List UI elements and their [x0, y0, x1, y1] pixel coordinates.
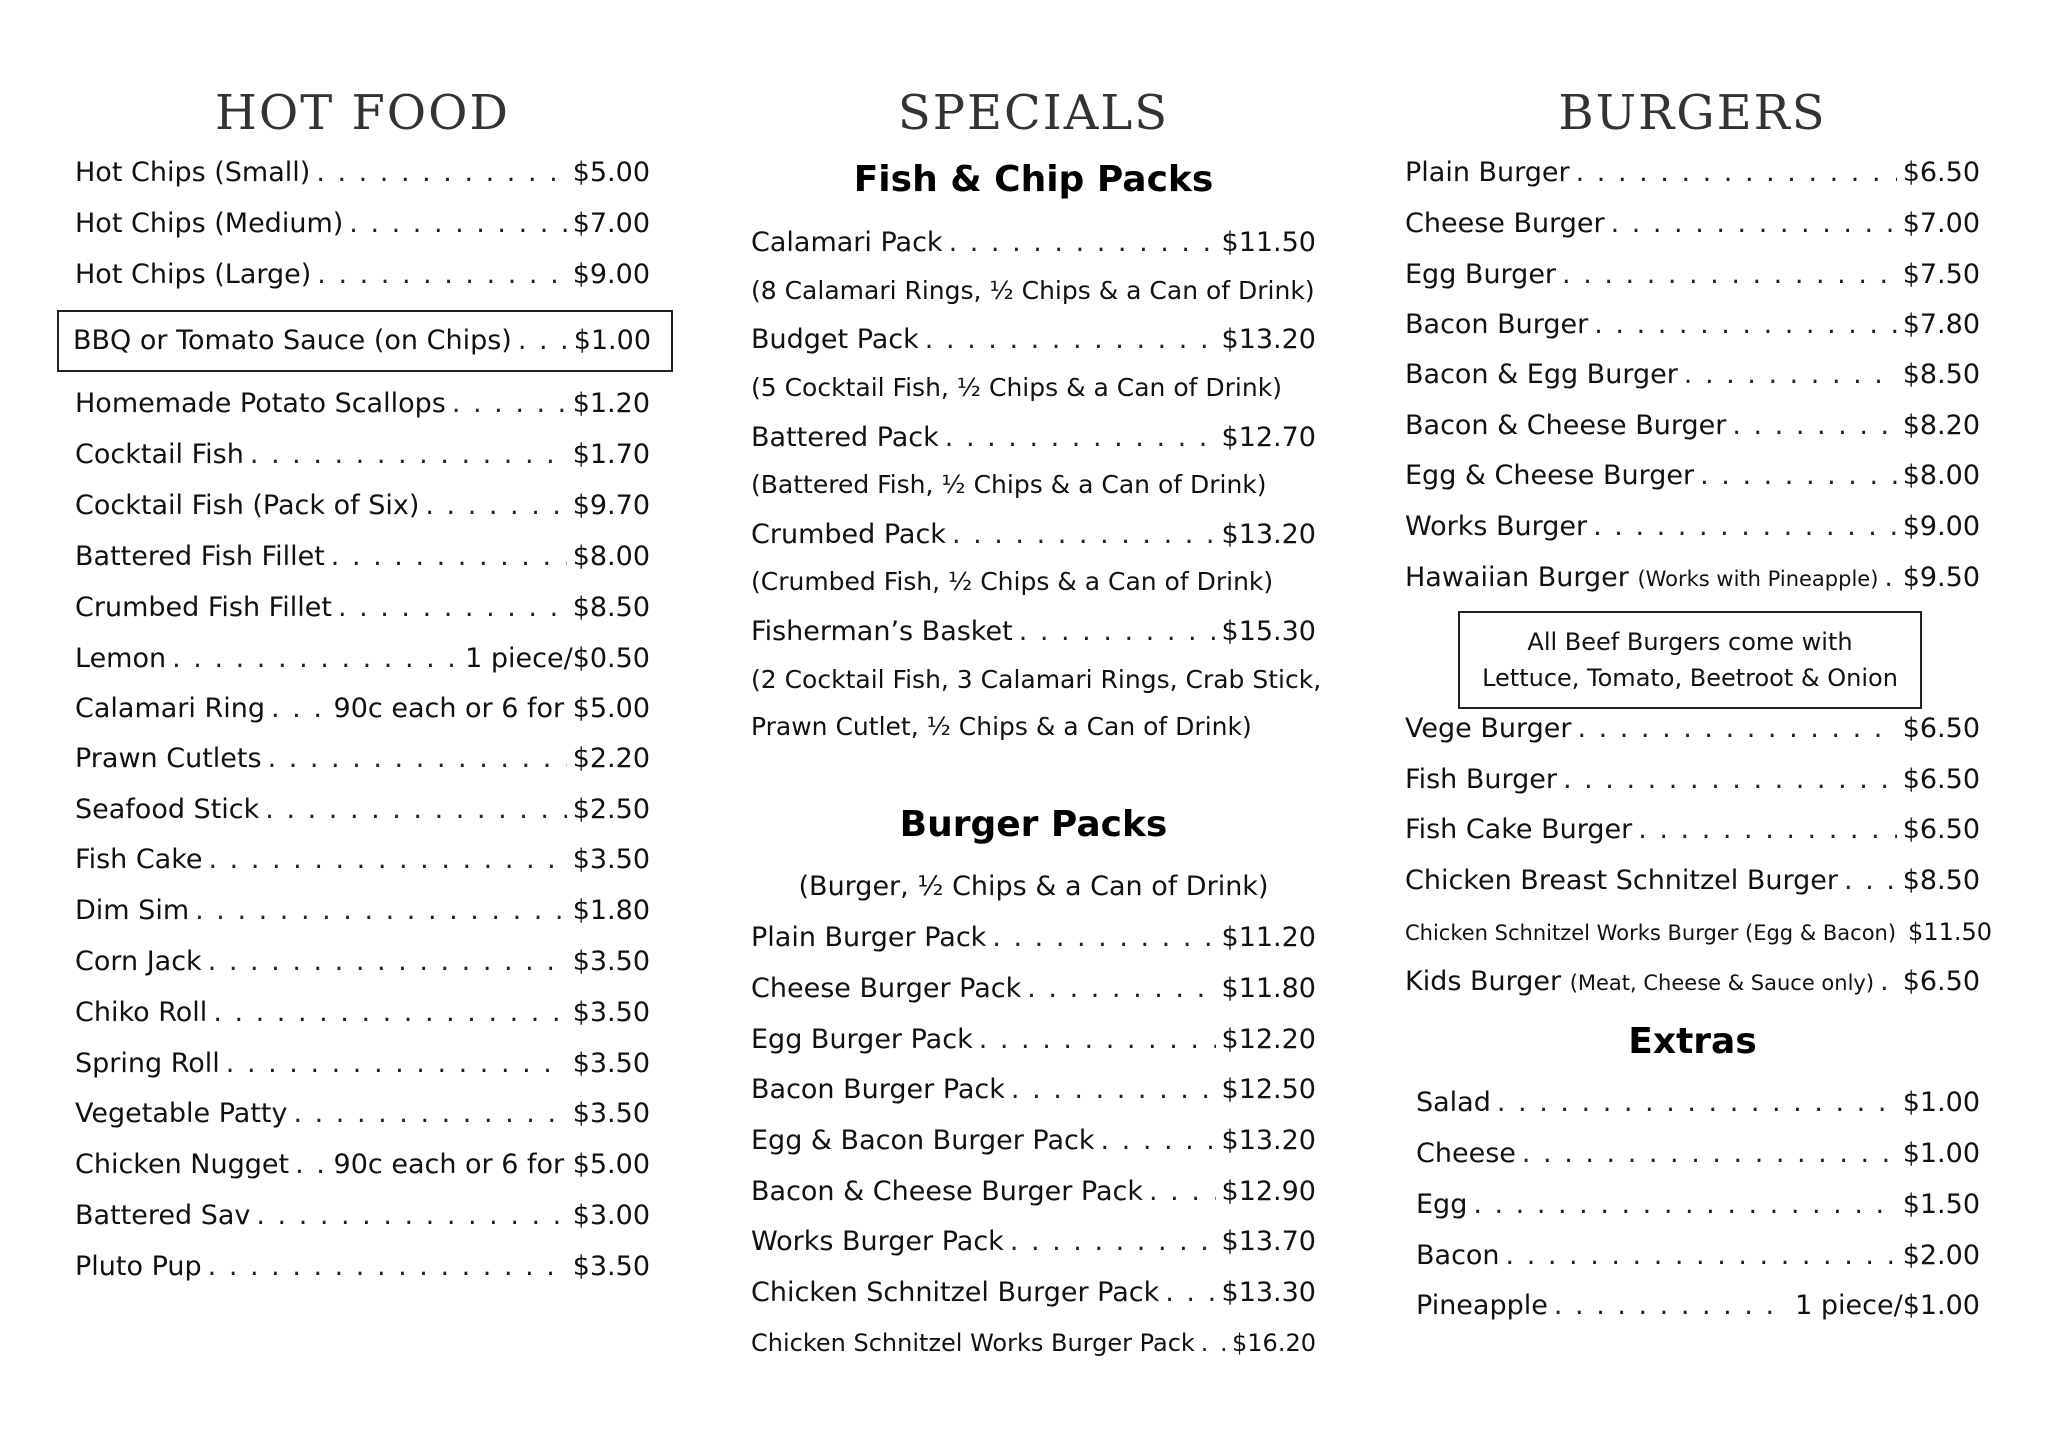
beef-burgers-note-box: [1458, 611, 1922, 709]
pack-description: (2 Cocktail Fish, 3 Calamari Rings, Crab Stick,: [751, 665, 1322, 694]
menu-item: Bacon & Cheese Burger . . . $8.20: [1405, 406, 1980, 446]
menu-item: Chicken Schnitzel Burger Pack . . . $13.30: [751, 1273, 1316, 1313]
menu-item: Chiko Roll . . . $3.50: [75, 993, 650, 1033]
menu-item: Plain Burger . . . $6.50: [1405, 153, 1980, 193]
menu-item: Cheese Burger Pack . . . $11.80: [751, 969, 1316, 1009]
menu-item: Homemade Potato Scallops . . . $1.20: [75, 384, 650, 424]
menu-item: Lemon . . . 1 piece/$0.50: [75, 639, 650, 679]
menu-item: Chicken Schnitzel Works Burger Pack . . . $16.20: [751, 1323, 1316, 1363]
burger-packs-note: (Burger, ½ Chips & a Can of Drink): [798, 871, 1269, 902]
menu-item: Works Burger Pack . . . $13.70: [751, 1222, 1316, 1262]
menu-item: Hot Chips (Small) . . . $5.00: [75, 153, 650, 193]
menu-item: Corn Jack . . . $3.50: [75, 942, 650, 982]
beef-note-line: All Beef Burgers come with: [1527, 628, 1853, 656]
pack-description: (5 Cocktail Fish, ½ Chips & a Can of Drink): [751, 373, 1282, 402]
menu-item: Spring Roll . . . $3.50: [75, 1044, 650, 1084]
menu-item: Prawn Cutlets . . . $2.20: [75, 739, 650, 779]
pack-description: Prawn Cutlet, ½ Chips & a Can of Drink): [751, 712, 1252, 741]
menu-item: Fish Burger . . . $6.50: [1405, 760, 1980, 800]
menu-item: Egg . . . $1.50: [1416, 1185, 1980, 1225]
menu-item: Vegetable Patty . . . $3.50: [75, 1094, 650, 1134]
menu-item: Egg & Bacon Burger Pack . . . $13.20: [751, 1121, 1316, 1161]
menu-item: Cheese . . . $1.00: [1416, 1134, 1980, 1174]
menu-item: Fish Cake Burger . . . $6.50: [1405, 810, 1980, 850]
menu-item: Hot Chips (Medium) . . . $7.00: [75, 204, 650, 244]
menu-item: Plain Burger Pack . . . $11.20: [751, 918, 1316, 958]
menu-item: Seafood Stick . . . $2.50: [75, 790, 650, 830]
pack-description: (Crumbed Fish, ½ Chips & a Can of Drink): [751, 567, 1274, 596]
menu-item-sauce: BBQ or Tomato Sauce (on Chips) . . . $1.00: [73, 321, 651, 361]
burger-packs-title: Burger Packs: [899, 804, 1168, 845]
menu-item: Kids Burger (Meat, Cheese & Sauce only) . . . $6.50: [1405, 962, 1980, 1002]
menu-item: Battered Fish Fillet . . . $8.00: [75, 537, 650, 577]
menu-item: Works Burger . . . $9.00: [1405, 507, 1980, 547]
menu-item: Hot Chips (Large) . . . $9.00: [75, 255, 650, 295]
menu-item: Bacon & Cheese Burger Pack . . . $12.90: [751, 1172, 1316, 1212]
menu-item: Chicken Breast Schnitzel Burger . . . $8.50: [1405, 861, 1980, 901]
menu-item: Fisherman’s Basket . . . $15.30: [751, 612, 1316, 652]
menu-item: Vege Burger . . . $6.50: [1405, 709, 1980, 749]
menu-item: Chicken Schnitzel Works Burger (Egg & Bacon) $11.50: [1405, 918, 1993, 946]
specials-title: SPECIALS: [897, 85, 1170, 141]
menu-item: Calamari Ring . . . 90c each or 6 for $5.00: [75, 689, 650, 729]
menu-item: Crumbed Pack . . . $13.20: [751, 515, 1316, 555]
menu-item: Egg Burger . . . $7.50: [1405, 255, 1980, 295]
menu-item: Budget Pack . . . $13.20: [751, 320, 1316, 360]
menu-item: Cheese Burger . . . $7.00: [1405, 204, 1980, 244]
fish-chip-packs-title: Fish & Chip Packs: [853, 159, 1214, 200]
menu-item: Pluto Pup . . . $3.50: [75, 1247, 650, 1287]
burgers-title: BURGERS: [1558, 85, 1827, 141]
menu-item: Battered Sav . . . $3.00: [75, 1196, 650, 1236]
menu-item: Egg & Cheese Burger . . . $8.00: [1405, 456, 1980, 496]
menu-item: Salad . . . $1.00: [1416, 1083, 1980, 1123]
menu-item: Cocktail Fish . . . $1.70: [75, 435, 650, 475]
hot-food-title: HOT FOOD: [215, 85, 510, 141]
extras-title: Extras: [1628, 1021, 1757, 1062]
menu-item: Battered Pack . . . $12.70: [751, 418, 1316, 458]
menu-item: Crumbed Fish Fillet . . . $8.50: [75, 588, 650, 628]
menu-item: Calamari Pack . . . $11.50: [751, 223, 1316, 263]
menu-item: Dim Sim . . . $1.80: [75, 891, 650, 931]
menu-item: Bacon . . . $2.00: [1416, 1236, 1980, 1276]
pack-description: (8 Calamari Rings, ½ Chips & a Can of Drink): [751, 276, 1315, 305]
menu-item: Bacon Burger Pack . . . $12.50: [751, 1070, 1316, 1110]
menu-item: Cocktail Fish (Pack of Six) . . . $9.70: [75, 486, 650, 526]
menu-item: Pineapple . . . 1 piece/$1.00: [1416, 1286, 1980, 1326]
menu-item: Bacon & Egg Burger . . . $8.50: [1405, 355, 1980, 395]
sauce-box: [57, 310, 673, 372]
pack-description: (Battered Fish, ½ Chips & a Can of Drink): [751, 470, 1267, 499]
beef-note-line: Lettuce, Tomato, Beetroot & Onion: [1482, 664, 1898, 692]
menu-item: Hawaiian Burger (Works with Pineapple) . . . $9.50: [1405, 558, 1980, 598]
menu-item: Bacon Burger . . . $7.80: [1405, 305, 1980, 345]
menu-item: Chicken Nugget . . . 90c each or 6 for $5.00: [75, 1145, 650, 1185]
menu-item: Fish Cake . . . $3.50: [75, 840, 650, 880]
menu-item: Egg Burger Pack . . . $12.20: [751, 1020, 1316, 1060]
